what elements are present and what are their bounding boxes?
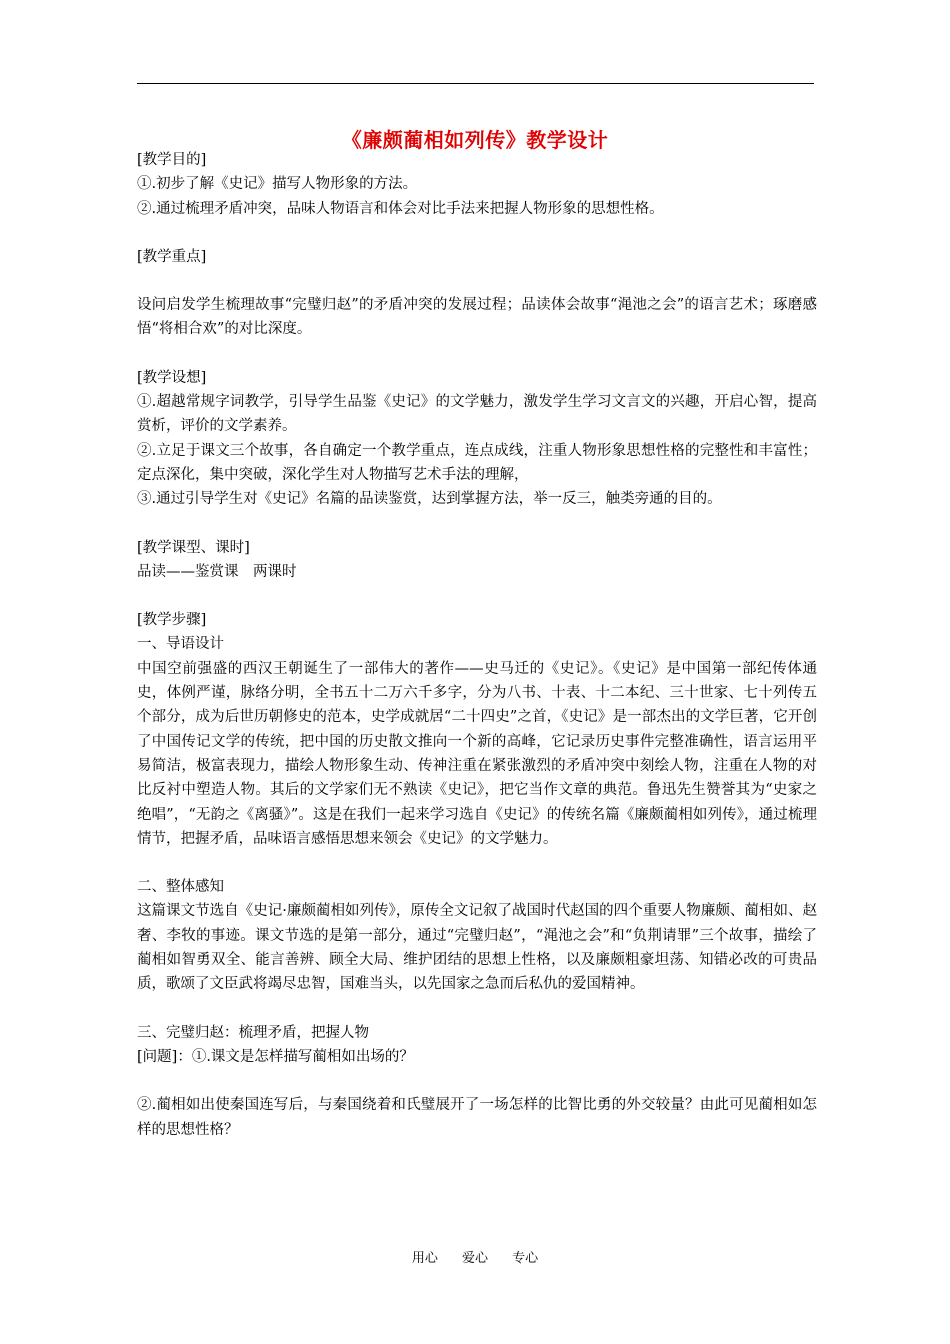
section-heading-goal: [教学目的] [137,152,207,168]
page-footer [0,1247,950,1266]
section-heading-idea: [教学设想] [137,369,207,386]
step-3-heading: 三、完璧归赵：梳理矛盾，把握人物 [137,1024,369,1041]
section-heading-type: [教学课型、课时] [137,539,250,556]
goal-item-2: ②.通过梳理矛盾冲突，品味人物语言和体会对比手法来把握人物形象的思想性格。 [137,200,664,217]
idea-item-1: ①.超越常规字词教学，引导学生品鉴《史记》的文学魅力，激发学生学习文言文的兴趣，开启心智，提高赏析，评价的文学素养。 [137,394,817,435]
footer-text-2: 爱心 [461,1251,488,1266]
type-paragraph: 品读——鉴赏课 两课时 [137,563,297,580]
footer-text-1: 用心 [411,1251,438,1266]
step-3-question-2: ②.蔺相如出使秦国连写后，与秦国绕着和氏璧展开了一场怎样的比智比勇的外交较量？由此可见蔺相如怎样的思想性格？ [137,1097,817,1138]
step-1-paragraph: 中国空前强盛的西汉王朝诞生了一部伟大的著作——史马迁的《史记》。《史记》是中国第一部纪传体通史，体例严谨，脉络分明，全书五十二万六千多字，分为八书、十表、十二本纪、三十世家、七十列传五个部分，成为后世历朝修史的范本，史学成就居“二十四史”之首，《史记》是一部杰出的文学巨著，它开创了中国传记文学的传统，把中国的历史散文推向一个新的高峰，它记录历史事件完整准确性，语言运用平易简洁，极富表现力，描绘人物形象生动、传神注重在紧张激烈的矛盾冲突中刻绘人物，注重在人物的对比反衬中塑造人物。其后的文学家们无不熟读《史记》，把它当作文章的典范。鲁迅先生赞誉其为“史家之绝唱”，“无韵之《离骚》”。这是在我们一起来学习选自《史记》的传统名篇《廉颇蔺相如列传》，通过梳理情节，把握矛盾，品味语言感悟思想来领会《史记》的文学魅力。 [137,660,817,847]
section-heading-steps: [教学步骤] [137,612,207,629]
step-2-paragraph: 这篇课文节选自《史记·廉颇蔺相如列传》，原传全文记叙了战国时代赵国的四个重要人物廉颇、蔺相如、赵奢、李牧的事迹。课文节选的是第一部分，通过“完璧归赵”，“渑池之会”和“负荆请罪”三个故事，描绘了蔺相如智勇双全、能言善辨、顾全大局、维护团结的思想上性格，以及廉颇粗豪坦荡、知错必改的可贵品质，歌颂了文臣武将竭尽忠智，国难当头，以先国家之急而后私仇的爱国精神。 [137,903,817,993]
document-body [137,148,817,1142]
header-rule [137,83,814,84]
step-1-heading: 一、导语设计 [137,636,224,653]
footer-text-3: 专心 [512,1251,539,1266]
idea-item-3: ③.通过引导学生对《史记》名篇的品读鉴赏，达到掌握方法，举一反三，触类旁通的目的。 [137,491,722,508]
goal-item-1: ①.初步了解《史记》描写人物形象的方法。 [137,176,418,193]
section-heading-focus: [教学重点] [137,248,207,265]
idea-item-2: ②.立足于课文三个故事，各自确定一个教学重点，连点成线，注重人物形象思想性格的完整性和丰富性；定点深化，集中突破，深化学生对人物描写艺术手法的理解， [137,442,817,483]
document-title: 《廉颇蔺相如列传》教学设计 [341,128,609,152]
step-3-question-1: [问题]：①.课文是怎样描写蔺相如出场的？ [137,1048,414,1065]
focus-paragraph: 设问启发学生梳理故事“完璧归赵”的矛盾冲突的发展过程；品读体会故事“渑池之会”的语言艺术；琢磨感悟“将相合欢”的对比深度。 [137,297,817,338]
step-2-heading: 二、整体感知 [137,879,224,896]
